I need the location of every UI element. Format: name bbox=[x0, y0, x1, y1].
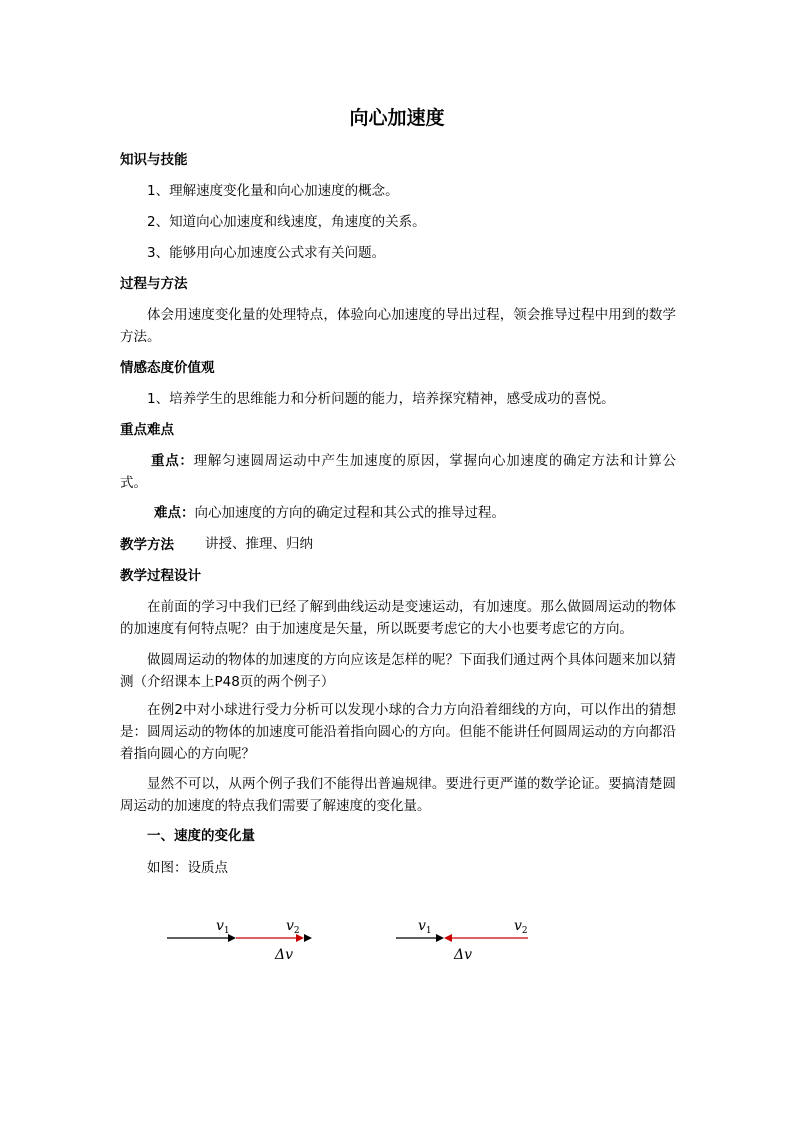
heading-method: 教学方法 bbox=[120, 537, 174, 553]
v1-label-right: $v_1$ bbox=[418, 918, 432, 936]
figure-opposite-direction bbox=[396, 918, 528, 963]
v2-arrowhead-left bbox=[304, 934, 312, 942]
key-label: 重点： bbox=[151, 453, 194, 469]
delta-v-label-right: Δv bbox=[454, 947, 473, 963]
heading-keypoints: 重点难点 bbox=[120, 422, 174, 438]
difficult-paragraph bbox=[154, 502, 505, 524]
v1-label-left: $v_1$ bbox=[216, 918, 230, 936]
page-title: 向心加速度 bbox=[349, 107, 445, 129]
design-paragraph-1: 在前面的学习中我们已经了解到曲线运动是变速运动，有加速度。那么做圆周运动的物体的加速度有何特点呢？由于加速度是矢量，所以既要考虑它的大小也要考虑它的方向。 bbox=[120, 599, 676, 637]
difficult-text: 向心加速度的方向的确定过程和其公式的推导过程。 bbox=[194, 505, 505, 521]
knowledge-item-1: 1、理解速度变化量和向心加速度的概念。 bbox=[147, 183, 399, 199]
heading-knowledge: 知识与技能 bbox=[120, 152, 188, 168]
figure-same-direction bbox=[167, 918, 312, 963]
delta-v-arrowhead-right bbox=[444, 934, 452, 942]
v1-arrowhead-right bbox=[436, 934, 444, 942]
delta-v-label-left: Δv bbox=[275, 947, 294, 963]
v2-label-right: $v_2$ bbox=[514, 918, 528, 936]
design-paragraph-3: 在例2中对小球进行受力分析可以发现小球的合力方向沿着细线的方向，可以作出的猜想是：圆周运动的物体的加速度可能沿着指向圆心的方向。但能不能讲任何圆周运动的方向都沿着指向圆心的方向呢？ bbox=[120, 702, 676, 762]
velocity-change-diagram bbox=[0, 905, 794, 975]
v2-label-left: $v_2$ bbox=[286, 918, 300, 936]
knowledge-item-3: 3、能够用向心加速度公式求有关问题。 bbox=[147, 245, 386, 261]
heading-emotion: 情感态度价值观 bbox=[120, 360, 215, 376]
heading-process: 过程与方法 bbox=[120, 276, 188, 292]
figure-intro: 如图：设质点 bbox=[147, 860, 228, 876]
design-paragraph-2: 做圆周运动的物体的加速度的方向应该是怎样的呢？下面我们通过两个具体问题来加以猜测（介绍课本上P48页的两个例子） bbox=[120, 652, 676, 690]
emotion-item-1: 1、培养学生的思维能力和分析问题的能力，培养探究精神，感受成功的喜悦。 bbox=[147, 391, 615, 407]
method-text: 讲授、推理、归纳 bbox=[205, 536, 313, 552]
difficult-label: 难点： bbox=[154, 505, 195, 521]
heading-design: 教学过程设计 bbox=[120, 568, 201, 584]
key-text: 理解匀速圆周运动中产生加速度的原因，掌握向心加速度的确定方法和计算公式。 bbox=[120, 453, 676, 491]
subheading-velocity-change: 一、速度的变化量 bbox=[147, 828, 255, 844]
keypoint-paragraph bbox=[120, 450, 676, 494]
knowledge-item-2: 2、知道向心加速度和线速度，角速度的关系。 bbox=[147, 214, 426, 230]
design-paragraph-4: 显然不可以，从两个例子我们不能得出普遍规律。要进行更严谨的数学论证。要搞清楚圆周运动的加速度的特点我们需要了解速度的变化量。 bbox=[120, 776, 676, 814]
process-text: 体会用速度变化量的处理特点，体验向心加速度的导出过程，领会推导过程中用到的数学方法。 bbox=[120, 307, 676, 345]
